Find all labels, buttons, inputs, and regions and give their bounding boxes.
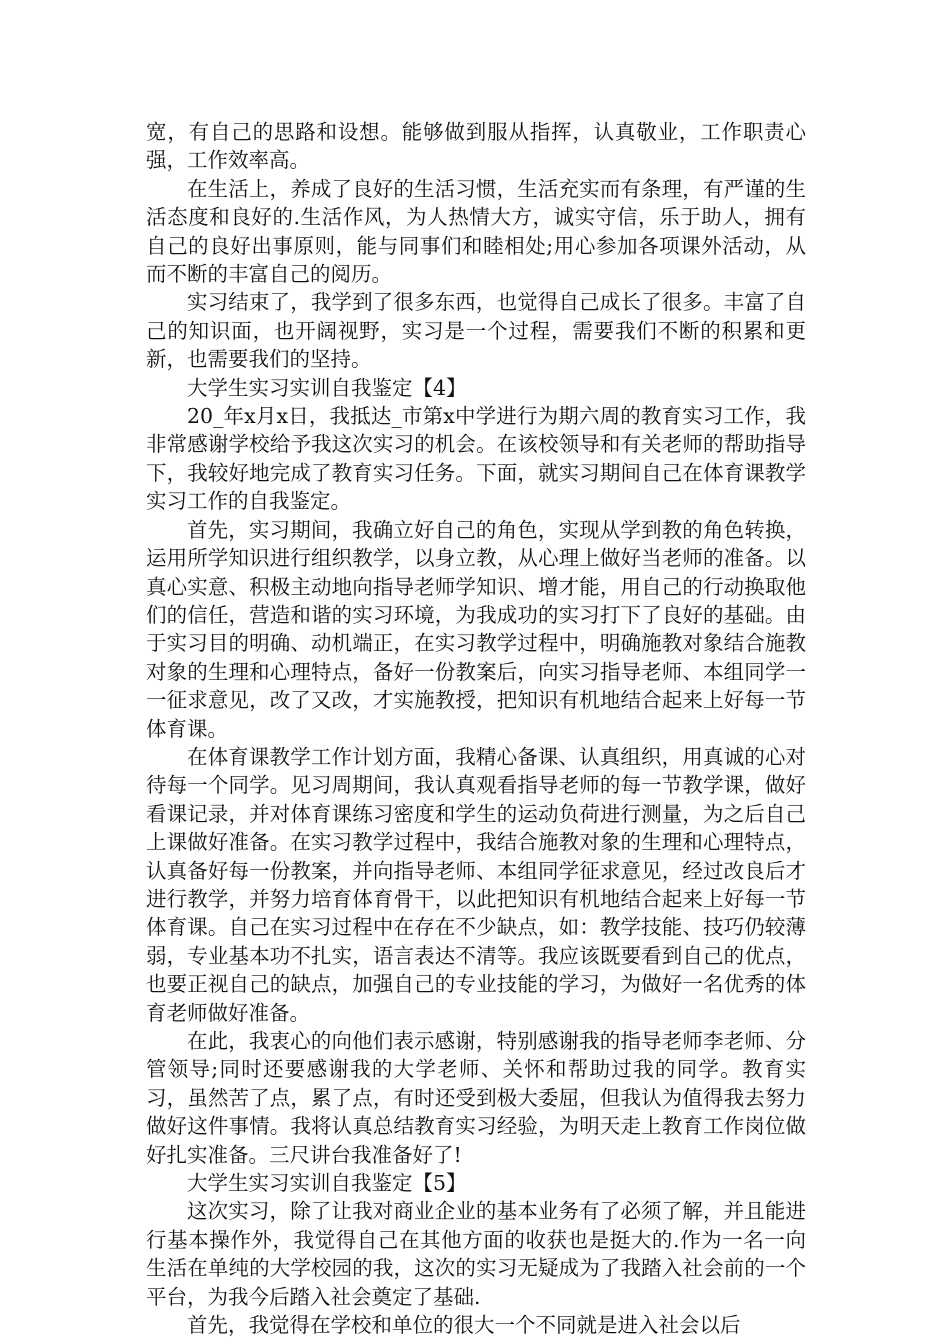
- document-page: [146, 118, 806, 1339]
- paragraph-9: 首先，我觉得在学校和单位的很大一个不同就是进入社会以后: [187, 1313, 741, 1338]
- paragraph-8: 这次实习，除了让我对商业企业的基本业务有了必须了解，并且能进行基本操作外，我觉得自己在其他方面的收获也是挺大的.作为一名一向生活在单纯的大学校园的我，这次的实习无疑成为了我踏入社会前的一个平台，为我今后踏入社会奠定了基础.: [146, 1199, 806, 1309]
- paragraph-5: 首先，实习期间，我确立好自己的角色，实现从学到教的角色转换，运用所学知识进行组织教学，以身立教，从心理上做好当老师的准备。以真心实意、积极主动地向指导老师学知识、增才能，用自己的行动换取他们的信任，营造和谐的实习环境，为我成功的实习打下了良好的基础。由于实习目的明确、动机端正，在实习教学过程中，明确施教对象结合施教对象的生理和心理特点，备好一份教案后，向实习指导老师、本组同学一一征求意见，改了又改，才实施教授，把知识有机地结合起来上好每一节体育课。: [146, 517, 806, 741]
- paragraph-7: 在此，我衷心的向他们表示感谢，特别感谢我的指导老师李老师、分管领导;同时还要感谢我的大学老师、关怀和帮助过我的同学。教育实习，虽然苦了点，累了点，有时还受到极大委屈，但我认为值得我去努力做好这件事情。我将认真总结教育实习经验，为明天走上教育工作岗位做好扎实准备。三尺讲台我准备好了!: [146, 1029, 806, 1167]
- paragraph-1: 宽，有自己的思路和设想。能够做到服从指挥，认真敬业，工作职责心强，工作效率高。: [146, 120, 806, 173]
- paragraph-6: 在体育课教学工作计划方面，我精心备课、认真组织，用真诚的心对待每一个同学。见习周期间，我认真观看指导老师的每一节教学课，做好看课记录，并对体育课练习密度和学生的运动负荷进行测量，为之后自己上课做好准备。在实习教学过程中，我结合施教对象的生理和心理特点，认真备好每一份教案，并向指导老师、本组同学征求意见，经过改良后才进行教学，并努力培育体育骨干，以此把知识有机地结合起来上好每一节体育课。自己在实习过程中在存在不少缺点，如：教学技能、技巧仍较薄弱，专业基本功不扎实，语言表达不清等。我应该既要看到自己的优点，也要正视自己的缺点，加强自己的专业技能的学习，为做好一名优秀的体育老师做好准备。: [146, 744, 806, 1025]
- section-heading-5: 大学生实习实训自我鉴定【5】: [187, 1171, 467, 1196]
- paragraph-2: 在生活上，养成了良好的生活习惯，生活充实而有条理，有严谨的生活态度和良好的.生活作风，为人热情大方，诚实守信，乐于助人，拥有自己的良好出事原则，能与同事们和睦相处;用心参加各项课外活动，从而不断的丰富自己的阅历。: [146, 176, 806, 287]
- section-heading-4: 大学生实习实训自我鉴定【4】: [187, 375, 467, 400]
- paragraph-4: 20_年x月x日，我抵达_市第x中学进行为期六周的教育实习工作，我非常感谢学校给予我这次实习的机会。在该校领导和有关老师的帮助指导下，我较好地完成了教育实习任务。下面，就实习期间自己在体育课教学实习工作的自我鉴定。: [146, 404, 806, 514]
- paragraph-3: 实习结束了，我学到了很多东西，也觉得自己成长了很多。丰富了自己的知识面，也开阔视野，实习是一个过程，需要我们不断的积累和更新，也需要我们的坚持。: [146, 290, 806, 372]
